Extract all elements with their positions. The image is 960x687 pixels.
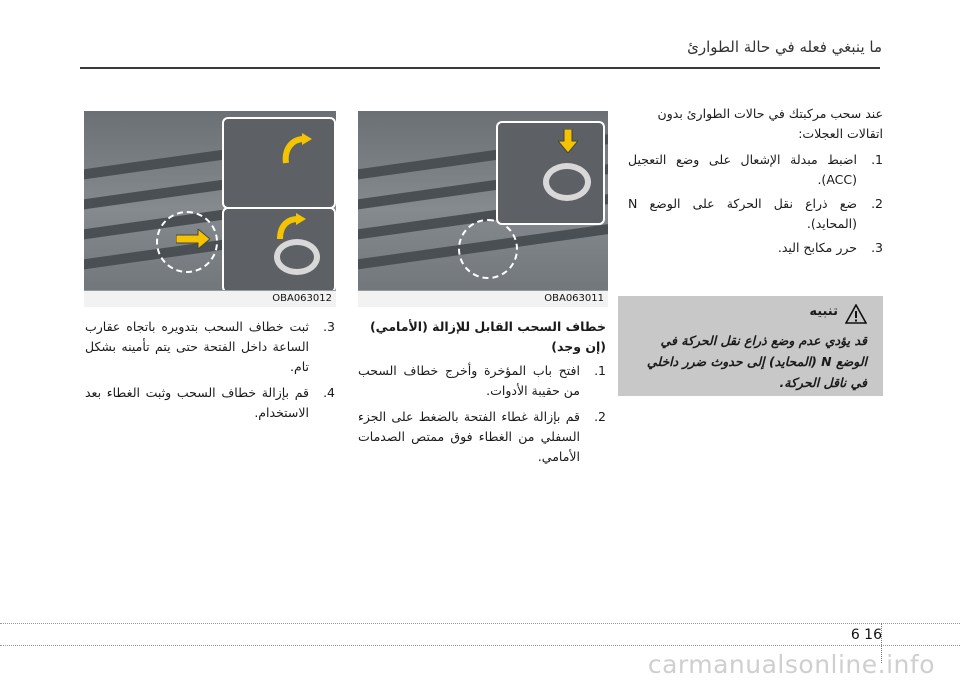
item-number: 2. [871, 196, 883, 211]
item-number: 1. [871, 152, 883, 167]
right-column [628, 104, 883, 258]
towing-hook-photo-1 [358, 111, 608, 307]
list-item [85, 383, 335, 423]
arrow-right-icon [176, 229, 210, 249]
page-number: 6 16 [850, 627, 882, 643]
item-number: 3. [323, 319, 335, 334]
towing-hook-photo-2 [84, 111, 336, 307]
notice-text: قد يؤدي عدم وضع ذراع نقل الحركة في الوضع N (المحايد) إلى حدوث ضرر داخلي في ناقل الحركة. [646, 333, 867, 390]
hook-cover-inset [496, 121, 605, 225]
footer-divider-bottom [0, 645, 960, 646]
tow-hook-ring [543, 163, 591, 201]
list-item [358, 361, 606, 401]
footer-divider-top [0, 623, 960, 624]
hook-tighten-inset [222, 207, 336, 293]
list-item [85, 317, 335, 377]
item-text: حرر مكابح اليد. [777, 240, 857, 255]
item-text: ضع ذراع نقل الحركة على الوضع N (المحايد). [628, 196, 857, 231]
item-text: اضبط مبدلة الإشعال على وضع التعجيل (ACC). [628, 152, 857, 187]
hook-insert-inset [222, 117, 336, 209]
photo-label-bar [84, 290, 336, 307]
caution-notice [618, 296, 883, 396]
notice-title: تنبيه [809, 304, 838, 319]
tow-hook-ring [274, 239, 320, 275]
left-column [85, 317, 335, 423]
item-text: ثبت خطاف السحب بتدويره باتجاه عقارب الساعة داخل الفتحة حتى يتم تأمينه بشكل تام. [85, 319, 309, 374]
watermark-text: carmanualsonline.info [647, 650, 935, 679]
image-code: OBA063011 [544, 293, 604, 304]
arrow-down-icon [558, 129, 578, 153]
item-text: قم بإزالة خطاف السحب وثبت الغطاء بعد الاستخدام. [85, 385, 309, 420]
rotate-arrow-icon [282, 133, 312, 167]
header-divider [80, 67, 880, 69]
list-item [628, 150, 883, 190]
middle-column [358, 317, 606, 467]
list-item [628, 194, 883, 234]
list-item [358, 407, 606, 467]
item-number: 2. [594, 409, 606, 424]
photo-label-bar [358, 290, 608, 307]
rotate-arrow-icon [276, 213, 306, 243]
item-number: 3. [871, 240, 883, 255]
intro-text: عند سحب مركبتك في حالات الطوارئ بدون اتقالات العجلات: [657, 106, 883, 141]
page-header-title: ما ينبغي فعله في حالة الطوارئ [687, 38, 882, 56]
list-item [628, 238, 883, 258]
section-title: خطاف السحب القابل للإزالة (الأمامي) (إن وجد) [369, 319, 606, 354]
item-number: 4. [323, 385, 335, 400]
item-number: 1. [594, 363, 606, 378]
warning-triangle-icon [845, 304, 867, 324]
image-code: OBA063012 [272, 293, 332, 304]
item-text: افتح باب المؤخرة وأخرج خطاف السحب من حقيبة الأدوات. [358, 363, 580, 398]
item-text: قم بإزالة غطاء الفتحة بالضغط على الجزء السفلي من الغطاء فوق ممتص الصدمات الأمامي. [358, 409, 580, 464]
cover-highlight-circle [458, 219, 518, 279]
